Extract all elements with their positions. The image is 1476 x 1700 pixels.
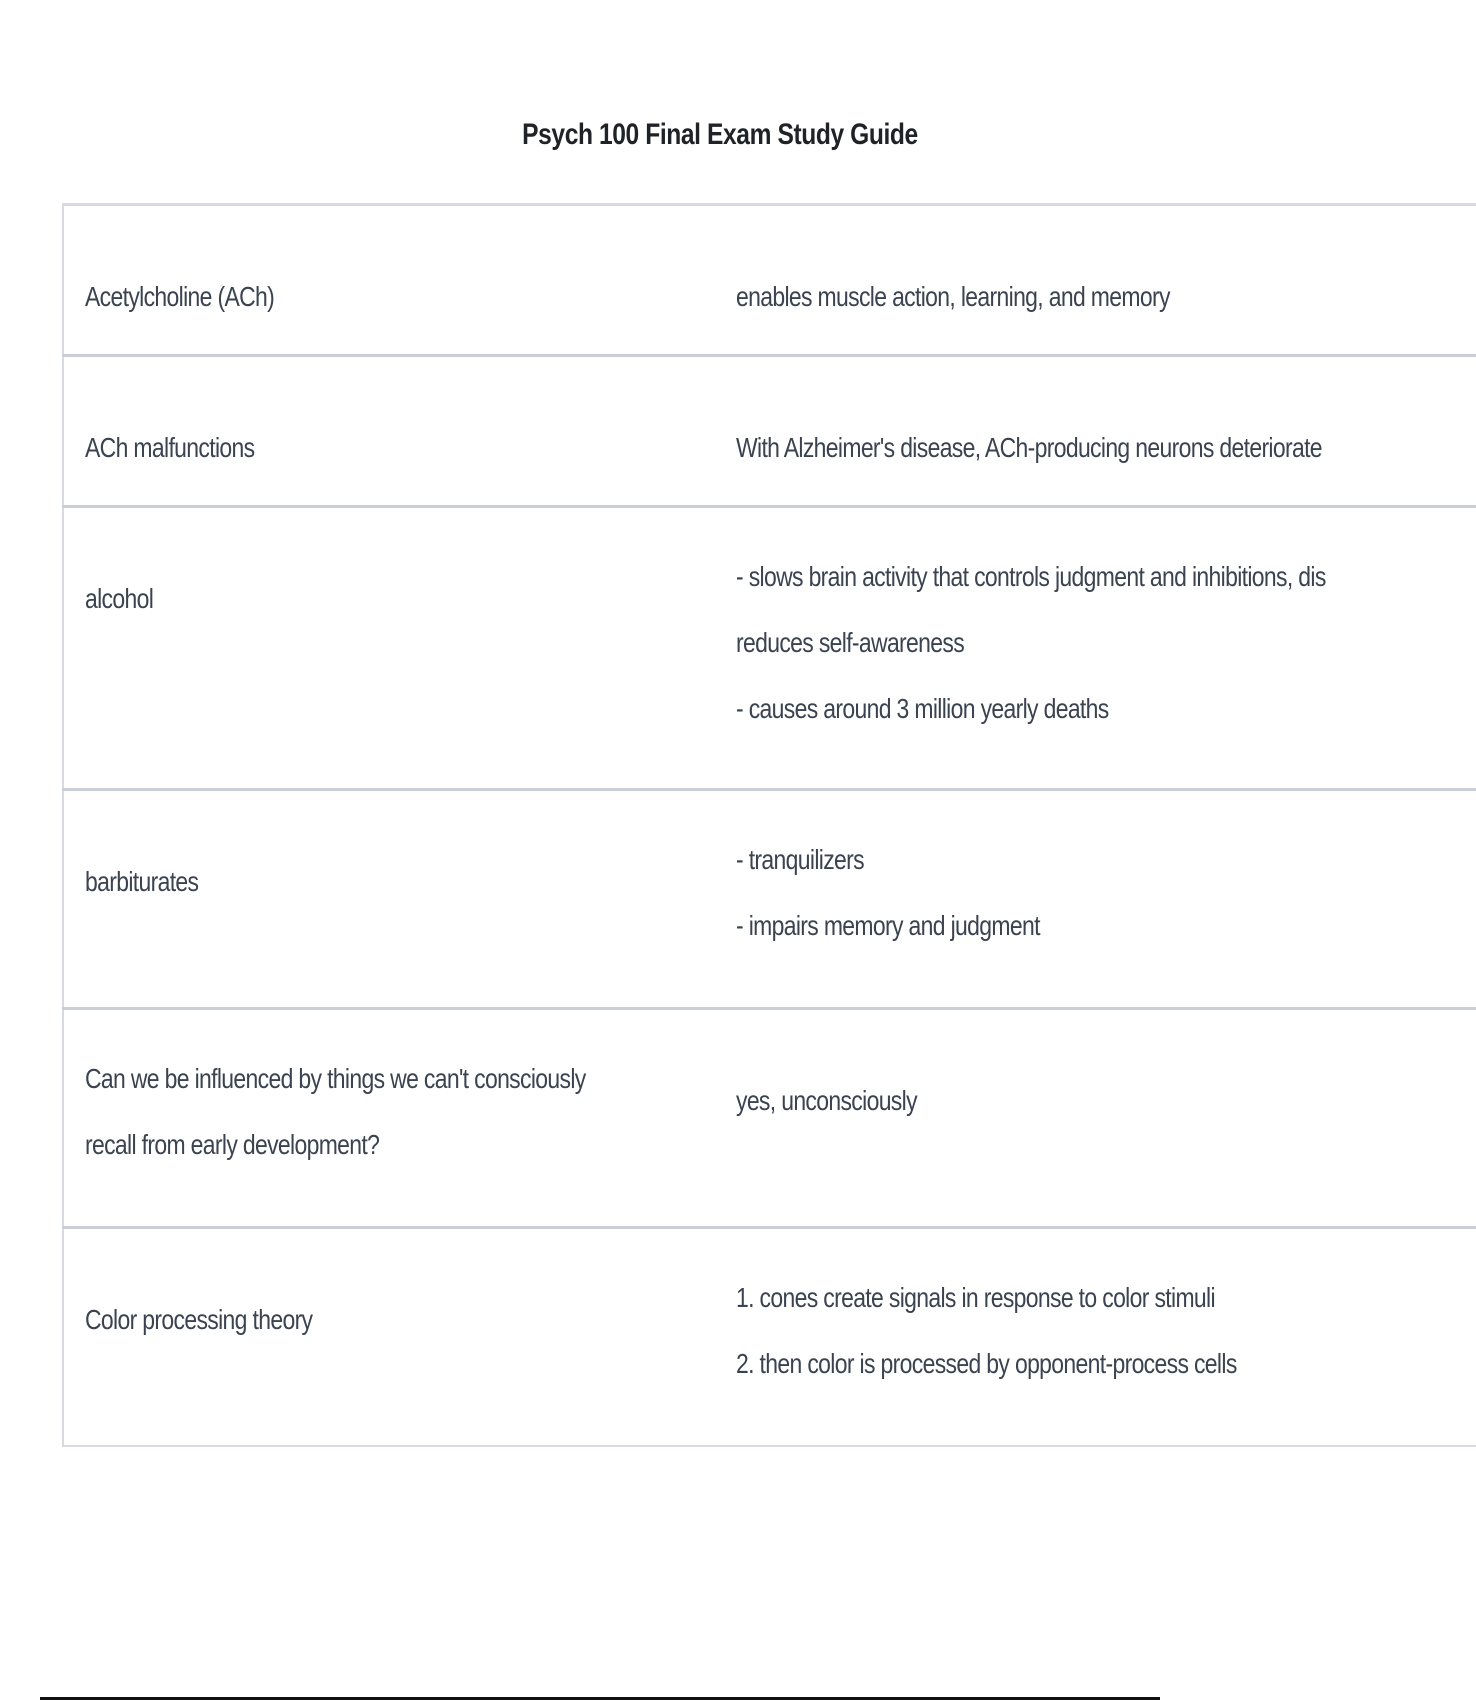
term-text: Color processing theory xyxy=(85,1304,313,1335)
term-text: barbiturates xyxy=(85,866,199,897)
definition-text: - tranquilizers xyxy=(736,844,865,875)
term-text: alcohol xyxy=(85,583,154,614)
table-row xyxy=(63,356,1476,507)
table-row xyxy=(63,1009,1476,1228)
term-cell xyxy=(63,790,715,1009)
term-text: Acetylcholine (ACh) xyxy=(85,281,275,312)
term-cell xyxy=(63,205,715,356)
study-guide-table xyxy=(62,203,1476,1447)
definition-cell xyxy=(715,1009,1475,1228)
table-row xyxy=(63,790,1476,1009)
term-text: Can we be influenced by things we can't consciously xyxy=(85,1063,586,1094)
term-cell xyxy=(63,356,715,507)
definition-cell xyxy=(715,507,1475,790)
definition-cell xyxy=(715,205,1475,356)
definition-cell xyxy=(715,1228,1475,1447)
definition-text: With Alzheimer's disease, ACh-producing neurons deteriorate xyxy=(736,432,1323,463)
table-row xyxy=(63,1228,1476,1447)
definition-cell xyxy=(715,356,1475,507)
definition-text: - slows brain activity that controls judgment and inhibitions, dis xyxy=(736,561,1327,592)
term-text: ACh malfunctions xyxy=(85,432,255,463)
definition-text: enables muscle action, learning, and memory xyxy=(736,281,1171,312)
definition-text: - impairs memory and judgment xyxy=(736,910,1041,941)
definition-text: - causes around 3 million yearly deaths xyxy=(736,693,1110,724)
table-row xyxy=(63,507,1476,790)
definition-text: reduces self-awareness xyxy=(736,627,965,658)
page-title: Psych 100 Final Exam Study Guide xyxy=(522,118,918,151)
definition-text: 2. then color is processed by opponent-process cells xyxy=(736,1348,1238,1379)
definition-text: yes, unconsciously xyxy=(736,1085,918,1116)
definition-cell xyxy=(715,790,1475,1009)
term-cell xyxy=(63,1228,715,1447)
definition-text: 1. cones create signals in response to color stimuli xyxy=(736,1282,1216,1313)
term-cell xyxy=(63,507,715,790)
table-row xyxy=(63,205,1476,356)
term-text: recall from early development? xyxy=(85,1129,380,1160)
term-cell xyxy=(63,1009,715,1228)
